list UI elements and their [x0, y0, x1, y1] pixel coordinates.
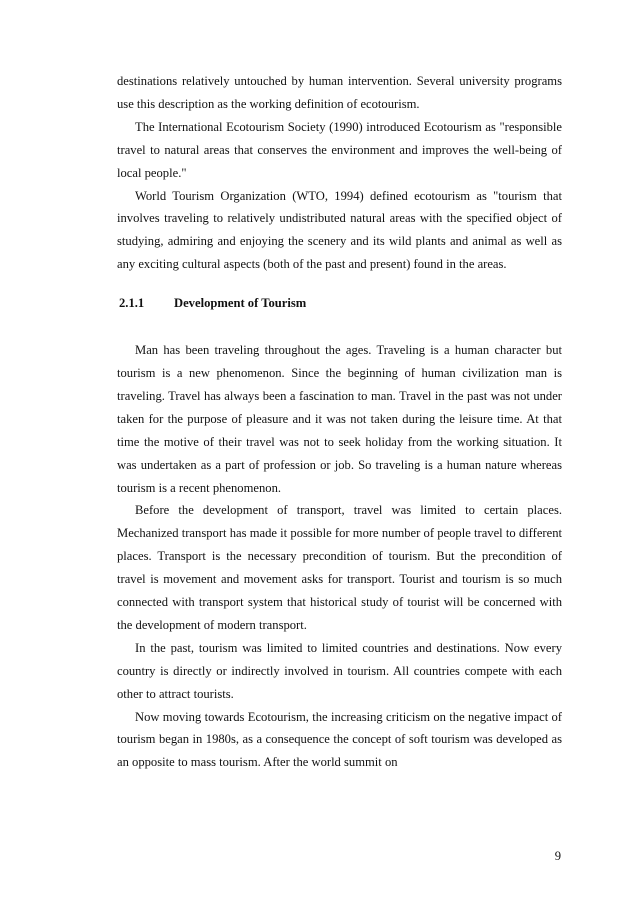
- paragraph-transport: Before the development of transport, travel was limited to certain places. Mechanized transport has made it possible for more number of people travel to different places. Transport is the necessary precondition of tourism. But the precondition of travel is movement and movement asks for transport. Tourist and tourism is so much connected with transport system that historical study of tourist will be concerned with the development of modern transport.: [117, 503, 562, 632]
- body-text: [117, 70, 562, 774]
- section-number: 2.1.1: [119, 296, 145, 311]
- paragraph-past-tourism: In the past, tourism was limited to limited countries and destinations. Now every country is directly or indirectly involved in tourism. All countries compete with each other to attract tourists.: [117, 640, 562, 701]
- section-heading: [117, 292, 562, 315]
- paragraph-continuation: destinations relatively untouched by human intervention. Several university programs use this description as the working definition of ecotourism.: [117, 74, 562, 111]
- page-number: 9: [554, 849, 561, 863]
- paragraph-ecotourism-origin: Now moving towards Ecotourism, the increasing criticism on the negative impact of tourism began in 1980s, as a consequence the concept of soft tourism was developed as an opposite to mass tourism. After the world summit on: [117, 709, 562, 770]
- paragraph-wto-definition: World Tourism Organization (WTO, 1994) defined ecotourism as "tourism that involves traveling to relatively undistributed natural areas with the specified object of studying, admiring and enjoying the scenery and its wild plants and animal as well as any exciting cultural aspects (both of the past and present) found in the areas.: [117, 188, 562, 272]
- section-title: Development of Tourism: [174, 296, 307, 311]
- paragraph-ies-definition: The International Ecotourism Society (1990) introduced Ecotourism as "responsible travel to natural areas that conserves the environment and improves the well-being of local people.": [117, 119, 562, 180]
- paragraph-history-of-travel: Man has been traveling throughout the ages. Traveling is a human character but tourism is a new phenomenon. Since the beginning of human civilization man is traveling. Travel has always been a fascination to man. Travel in the past was not under taken for the purpose of pleasure and it was not taken during the leisure time. At that time the motive of their travel was not to seek holiday from the working situation. It was undertaken as a part of profession or job. So traveling is a human nature whereas tourism is a recent phenomenon.: [117, 343, 562, 495]
